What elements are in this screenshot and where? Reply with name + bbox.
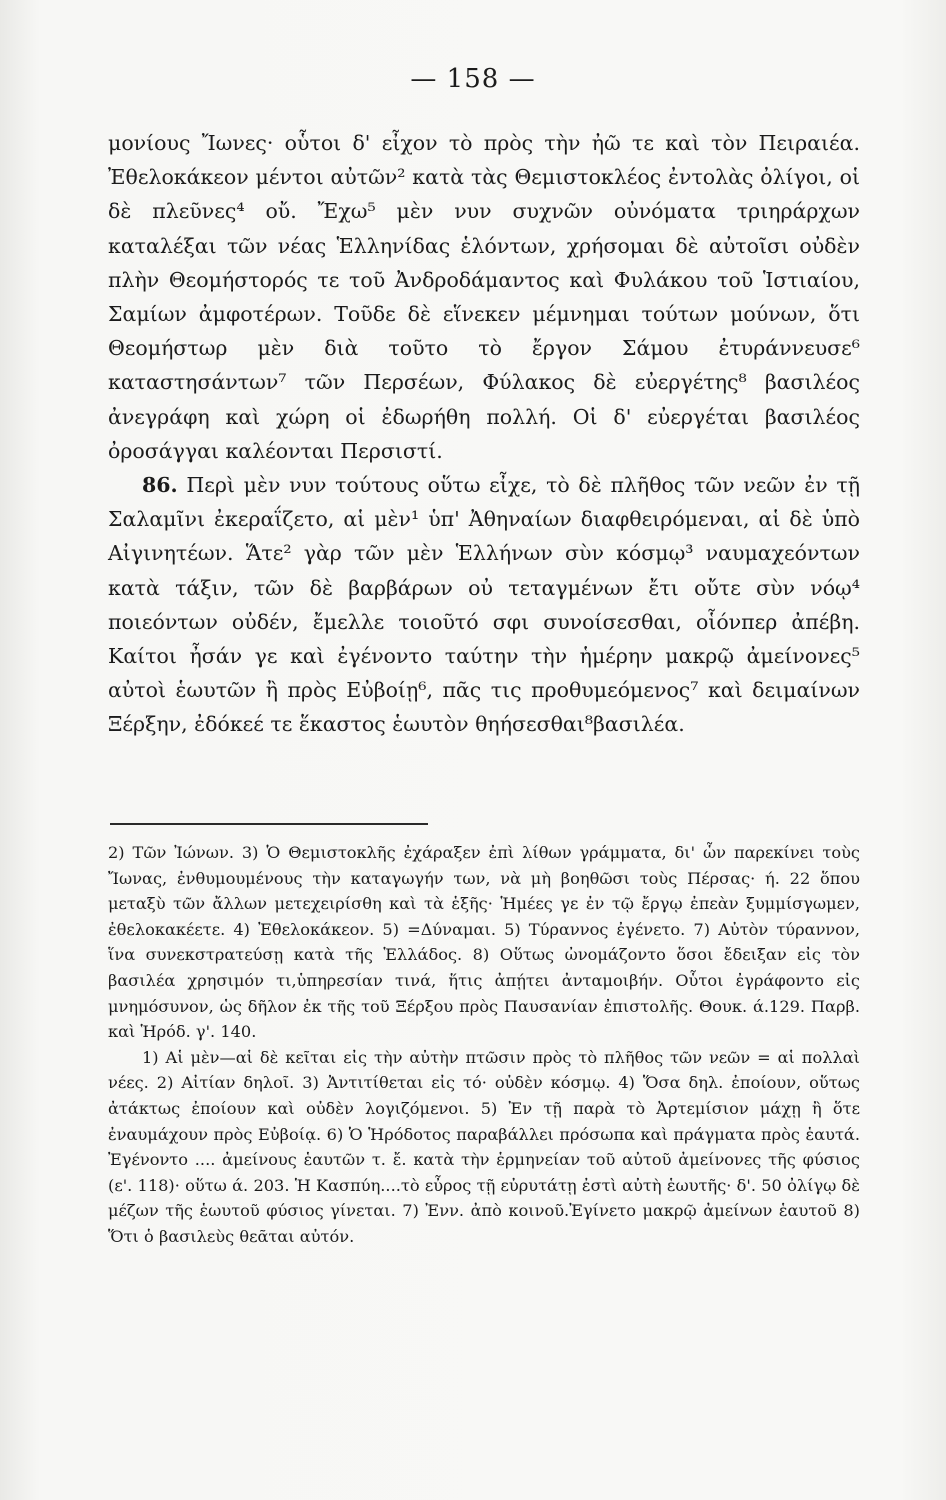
paragraph-2-text: Περὶ μὲν νυν τούτους οὕτω εἶχε, τὸ δὲ πλῆθος τῶν νεῶν ἐν τῇ Σαλαμῖνι ἐκεραΐζετο, αἱ μὲν¹ ὑπ' Ἀθηναίων διαφθειρόμεναι, αἱ δὲ ὑπὸ Αἰγινητέων. Ἅτε² γὰρ τῶν μὲν Ἑλλήνων σὺν κόσμῳ³ ναυμαχεόντων κατὰ τάξιν, τῶν δὲ βαρβάρων οὐ τεταγμένων ἔτι οὔτε σὺν νόῳ⁴ ποιεόντων οὐδέν, ἔμελλε τοιοῦτό σφι συνοίσεσθαι, οἷόνπερ ἀπέβη. Καίτοι ἦσάν γε καὶ ἐγένοντο ταύτην τὴν ἡμέρην μακρῷ ἀμείνονες⁵ αὐτοὶ ἑωυτῶν ἢ πρὸς Εὐβοίῃ⁶, πᾶς τις προθυμεόμενος⁷ καὶ δειμαίνων Ξέρξην, ἐδόκεέ τε ἕκαστος ἑωυτὸν θηήσεσθαι⁸βασιλέα. [108, 473, 860, 737]
main-text [108, 126, 860, 742]
paragraph-2 [108, 468, 860, 742]
footnote-block-1: 2) Τῶν Ἰώνων. 3) Ὁ Θεμιστοκλῆς ἐχάραξεν ἐπὶ λίθων γράμματα, δι' ὧν παρεκίνει τοὺς Ἴωνας, ἐνθυμουμένους τὴν καταγωγήν των, νὰ μὴ βοηθῶσι τοὺς Πέρσας· ή. 22 ὅπου μεταξὺ τῶν ἄλλων μετεχειρίσθη καὶ τὰ ἑξῆς· Ἡμέες γε ἐν τῷ ἔργῳ ἐπεὰν ξυμμίσγωμεν, ἐθελοκακέετε. 4) Ἐθελοκάκεον. 5) =Δύναμαι. 5) Τύραννος ἐγένετο. 7) Αὐτὸν τύραννον, ἵνα συνεκστρατεύσῃ κατὰ τῆς Ἑλλάδος. 8) Οὕτως ὠνομάζοντο ὅσοι ἔδειξαν εἰς τὸν βασιλέα χρησιμόν τι,ὑπηρεσίαν τινά, ἥτις ἀπῄτει ἀνταμοιβήν. Οὗτοι ἐγράφοντο εἰς μνημόσυνον, ὡς δῆλον ἐκ τῆς τοῦ Ξέρξου πρὸς Παυσανίαν ἐπιστολῆς. Θουκ. ά.129. Παρβ. καὶ Ἡρόδ. γ'. 140. [108, 843, 860, 1042]
section-number: 86. [142, 473, 178, 498]
paragraph-1: μονίους Ἴωνες· οὗτοι δ' εἶχον τὸ πρὸς τὴν ἠῶ τε καὶ τὸν Πειραιέα. Ἐθελοκάκεον μέντοι αὐτῶν² κατὰ τὰς Θεμιστοκλέος ἐντολὰς ὀλίγοι, οἱ δὲ πλεῦνες⁴ οὔ. Ἔχω⁵ μὲν νυν συχνῶν οὐνόματα τριηράρχων καταλέξαι τῶν νέας Ἑλληνίδας ἑλόντων, χρήσομαι δὲ αὐτοῖσι οὐδὲν πλὴν Θεομήστορός τε τοῦ Ἀνδροδάμαντος καὶ Φυλάκου τοῦ Ἱστιαίου, Σαμίων ἀμφοτέρων. Τοῦδε δὲ εἵνεκεν μέμνημαι τούτων μούνων, ὅτι Θεομήστωρ μὲν διὰ τοῦτο τὸ ἔργον Σάμου ἐτυράννευσε⁶ καταστησάντων⁷ τῶν Περσέων, Φύλακος δὲ εὐεργέτης⁸ βασιλέος ἀνεγράφη καὶ χώρη οἱ ἐδωρήθη πολλή. Οἱ δ' εὐεργέται βασιλέος ὀροσάγγαι καλέονται Περσιστί. [108, 131, 860, 463]
footnote-divider [110, 823, 428, 825]
footnote-block-2: 1) Αἱ μὲν—αἱ δὲ κεῖται εἰς τὴν αὐτὴν πτῶσιν πρὸς τὸ πλῆθος τῶν νεῶν = αἱ πολλαὶ νέες. 2) Αἰτίαν δηλοῖ. 3) Ἀντιτίθεται εἰς τό· οὐδὲν κόσμῳ. 4) Ὅσα δηλ. ἐποίουν, οὕτως ἀτάκτως ἐποίουν καὶ οὐδὲν λογιζόμενοι. 5) Ἐν τῇ παρὰ τὸ Ἀρτεμίσιον μάχῃ ἢ ὅτε ἐναυμάχουν πρὸς Εὐβοίᾳ. 6) Ὁ Ἡρόδοτος παραβάλλει πρόσωπα καὶ πράγματα πρὸς ἑαυτά. Ἐγένοντο .... ἀμείνους ἑαυτῶν τ. ἔ. κατὰ τὴν ἑρμηνείαν τοῦ αὐτοῦ ἀμείνονες τῆς φύσιος (ε'. 118)· οὕτω ά. 203. Ἡ Κασπύη....τὸ εὖρος τῇ εὐρυτάτῃ ἐστὶ αὐτὴ ἑωυτῆς· δ'. 50 ὀλίγῳ δὲ μέζων τῆς ἑωυτοῦ φύσιος γίνεται. 7) Ἐνν. ἀπὸ κοινοῦ.Ἐγίνετο μακρῷ ἀμείνων ἑαυτοῦ 8) Ὅτι ὁ βασιλεὺς θεᾶται αὐτόν. [108, 1047, 860, 1246]
page-number: — 158 — [410, 64, 536, 94]
footnotes [108, 840, 860, 1250]
